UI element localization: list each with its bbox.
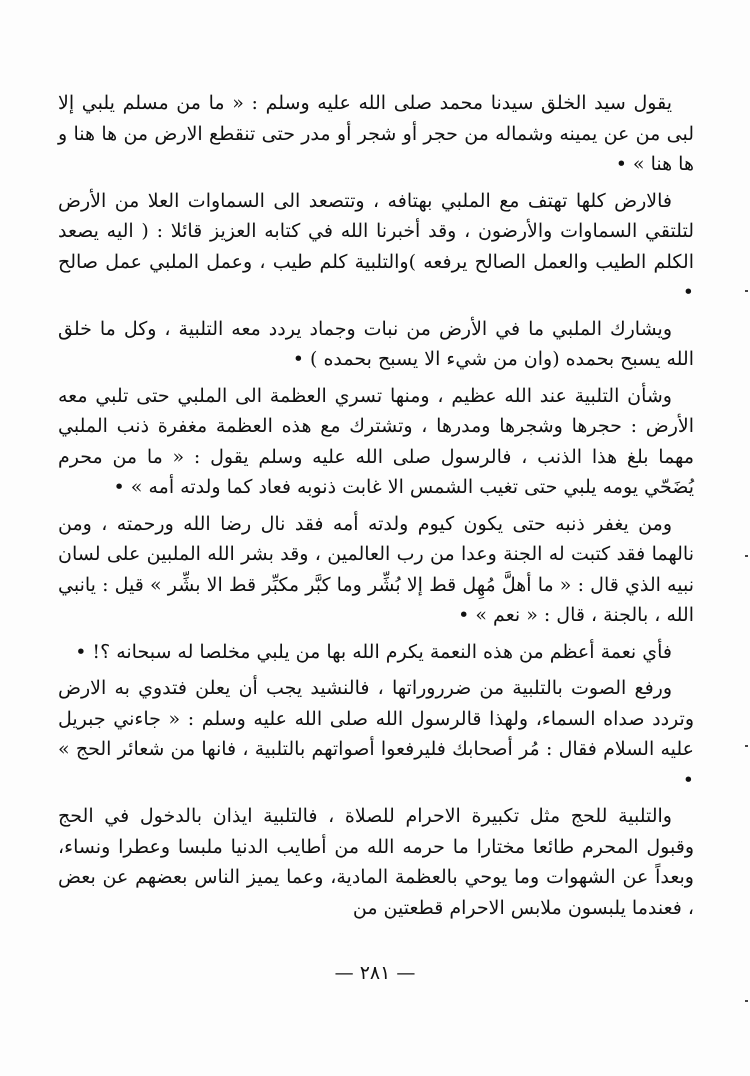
paragraph-8: والتلبية للحج مثل تكبيرة الاحرام للصلاة ، فالتلبية ايذان بالدخول في الحج وقبول المحرم طائعا مختارا ما حرمه الله من أطايب الدنيا ملبسا وعطرا ونساء، وبعداً عن الشهوات وما يوحي بالعظمة المادية، وعما يميز الناس بعضهم عن بعض ، فعندما يلبسون ملابس الاحرام قطعتين من	[58, 805, 694, 919]
paragraph-4: وشأن التلبية عند الله عظيم ، ومنها تسري العظمة الى الملبي حتى تلبي معه الأرض : حجرها وشجرها ومدرها ، وتشترك مع هذه العظمة مغفرة ذنب الملبي مهما بلغ هذا الذنب ، فالرسول صلى الله عليه وسلم يقول : « ما من محرم يُضَحّي يومه يلبي حتى تغيب الشمس الا غابت ذنوبه فعاد كما ولدته أمه » •	[58, 384, 694, 498]
margin-tick	[745, 290, 748, 292]
paragraph-5: ومن يغفر ذنبه حتى يكون كيوم ولدته أمه فقد نال رضا الله ورحمته ، ومن نالهما فقد كتبت له الجنة وعدا من رب العالمين ، وقد بشر الله الملبين على لسان نبيه الذي قال : « ما أهلَّ مُهِل قط إلا بُشِّر وما كبَّر مكبِّر قط الا بشِّر » قيل : يانبي الله ، بالجنة ، قال : « نعم » •	[58, 512, 694, 626]
page-number: — ٢٨١ —	[334, 962, 416, 984]
paragraph-6: فأي نعمة أعظم من هذه النعمة يكرم الله بها من يلبي مخلصا له سبحانه ؟! •	[75, 640, 672, 663]
margin-tick	[745, 555, 748, 557]
paragraph-7: ورفع الصوت بالتلبية من ضرروراتها ، فالنشيد يجب أن يعلن فتدوي به الارض وتردد صداه السماء، ولهذا قالرسول الله صلى الله عليه وسلم : « جاءني جبريل عليه السلام فقال : مُر أصحابك فليرفعوا أصواتهم بالتلبية ، فانها من شعائر الحج » •	[58, 677, 695, 791]
page-body	[58, 88, 694, 929]
margin-tick	[745, 1000, 748, 1002]
margin-tick	[745, 745, 748, 747]
paragraph-1: يقول سيد الخلق سيدنا محمد صلى الله عليه وسلم : « ما من مسلم يلبي إلا لبى من عن يمينه وشماله من حجر أو شجر أو مدر حتى تنقطع الارض من ها هنا و ها هنا » •	[58, 92, 694, 175]
paragraph-2: فالارض كلها تهتف مع الملبي بهتافه ، وتتصعد الى السماوات العلا من الأرض لتلتقي السماوات والأرضون ، وقد أخبرنا الله في كتابه العزيز قائلا : ( اليه يصعد الكلم الطيب والعمل الصالح يرفعه )والتلبية كلم طيب ، وعمل الملبي عمل صالح •	[58, 189, 694, 303]
paragraph-3: ويشارك الملبي ما في الأرض من نبات وجماد يردد معه التلبية ، وكل ما خلق الله يسبح بحمده (وان من شيء الا يسبح بحمده ) •	[58, 317, 694, 370]
